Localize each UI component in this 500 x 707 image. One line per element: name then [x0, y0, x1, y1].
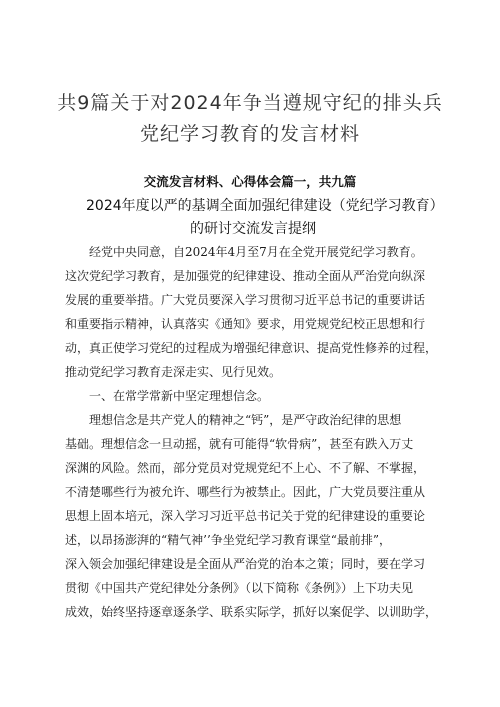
section-heading-line-2: 的研讨交流发言提纲: [190, 221, 316, 237]
body-line: 经党中央同意，自2024年4月至7月在全党开展党纪学习教育。: [89, 245, 423, 259]
body-line: 这次党纪学习教育，是加强党的纪律建设、推动全面从严治党向纵深: [65, 269, 426, 283]
document-subtitle: 交流发言材料、心得体会篇一，共九篇: [143, 174, 357, 189]
body-line: 动，真正使学习党纪的过程成为增强纪律意识、提高党性修养的过程，: [65, 341, 438, 355]
body-line: 不清楚哪些行为被允许、哪些行为被禁止。因此，广大党员要注重从: [65, 485, 426, 499]
body-line: 和重要指示精神，认真落实《通知》要求，用党规党纪校正思想和行: [65, 317, 426, 331]
document-title-line-1: 共9篇关于对2024年争当遵规守纪的排头兵: [57, 92, 443, 114]
body-line: 贯彻《中国共产党纪律处分条例》（以下简称《条例》）上下功夫见: [65, 581, 414, 595]
body-line: 发展的重要举措。广大党员要深入学习贯彻习近平总书记的重要讲话: [65, 293, 426, 307]
body-line: 成效，始终坚持逐章逐条学、联系实际学，抓好以案促学、以训助学，: [65, 605, 438, 619]
document-title-line-2: 党纪学习教育的发言材料: [139, 123, 360, 145]
section-heading-line-1: 2024年度以严的基调全面加强纪律建设（党纪学习教育）: [86, 198, 444, 214]
body-line: 推动党纪学习教育走深走实、见行见效。: [65, 365, 282, 379]
section-point-heading: 一、在常学常新中坚定理想信念。: [89, 389, 270, 403]
body-line: 思想上固本培元，深入学习习近平总书记关于党的纪律建设的重要论: [65, 509, 426, 523]
body-line: 述，以昂扬澎湃的“精气神’’争坐党纪学习教育课堂“最前排”，: [65, 533, 392, 547]
body-line: 理想信念是共产党人的精神之“钙”，是严守政治纪律的思想: [89, 413, 402, 427]
body-line: 基础。理想信念一旦动摇，就有可能得“软骨病”，甚至有跌入万丈: [65, 437, 414, 451]
body-line: 深渊的风险。然而，部分党员对党规党纪不上心、不了解、不掌握，: [65, 461, 426, 475]
body-line: 深入领会加强纪律建设是全面从严治党的治本之策；同时，要在学习: [65, 557, 426, 571]
